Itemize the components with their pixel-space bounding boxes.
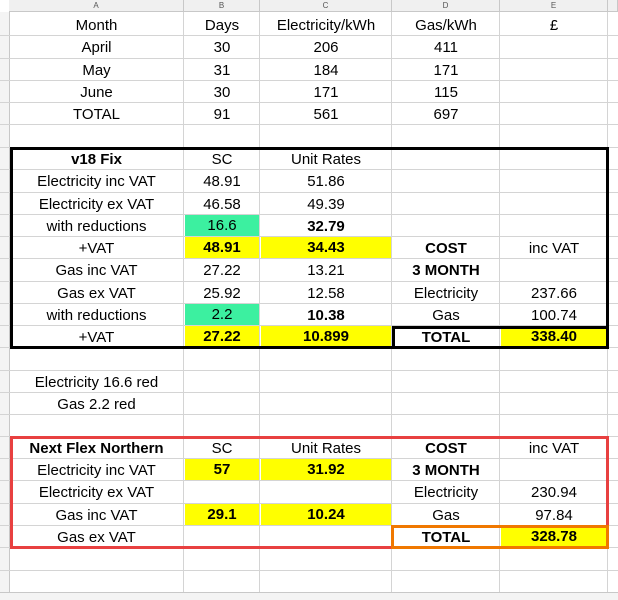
cell-v18-label[interactable]: Gas inc VAT — [55, 261, 138, 279]
cell-header-gas[interactable]: Gas/kWh — [415, 16, 477, 34]
cell-month[interactable]: April — [81, 38, 112, 56]
cell-days[interactable]: 31 — [213, 61, 231, 79]
column-header-c[interactable]: C — [260, 0, 392, 12]
cell-v18-sc[interactable]: 27.22 — [203, 261, 241, 279]
cell-nextflex-cost-header[interactable]: COST — [425, 439, 467, 457]
cell-v18-sc-header[interactable]: SC — [211, 150, 233, 168]
cell-v18-unit-rate[interactable]: 32.79 — [307, 217, 345, 235]
cell-nextflex-unit-rates-header[interactable]: Unit Rates — [290, 439, 362, 457]
grid-row-line — [0, 570, 618, 571]
cell-v18-gas-cost[interactable]: 100.74 — [531, 306, 577, 324]
cell-gas-kwh[interactable]: 411 — [434, 38, 458, 56]
column-header-d[interactable]: D — [392, 0, 500, 12]
cell-v18-period[interactable]: 3 MONTH — [412, 261, 480, 279]
cell-nextflex-sc-highlight[interactable]: 57 — [185, 459, 259, 480]
cell-v18-inc-vat-header[interactable]: inc VAT — [528, 239, 580, 257]
cell-v18-unit-rate[interactable]: 13.21 — [307, 261, 345, 279]
cell-header-days[interactable]: Days — [204, 16, 240, 34]
grid-row-line — [0, 592, 618, 593]
cell-v18-label[interactable]: with reductions — [46, 306, 147, 324]
cell-electricity-kwh[interactable]: 184 — [313, 61, 339, 79]
column-header-a[interactable]: A — [9, 0, 184, 12]
cell-nextflex-total-label[interactable]: TOTAL — [421, 528, 471, 546]
cell-v18-sc-highlight[interactable]: 2.2 — [185, 304, 259, 325]
cell-v18-electricity-label[interactable]: Electricity — [413, 284, 479, 302]
cell-v18-label[interactable]: Electricity inc VAT — [37, 172, 156, 190]
cell-v18-sc[interactable]: 25.92 — [203, 284, 241, 302]
cell-note-gas[interactable]: Gas 2.2 red — [57, 395, 136, 413]
cell-gas-kwh[interactable]: 115 — [434, 83, 458, 101]
cell-electricity-kwh[interactable]: 206 — [313, 38, 339, 56]
cell-v18-title[interactable]: v18 Fix — [71, 150, 122, 168]
cell-nextflex-electricity-label[interactable]: Electricity — [413, 483, 479, 501]
cell-nextflex-inc-vat-header[interactable]: inc VAT — [528, 439, 580, 457]
column-header-e[interactable]: E — [500, 0, 608, 12]
cell-v18-cost-header[interactable]: COST — [425, 239, 467, 257]
column-header-overflow — [608, 0, 618, 12]
cell-gas-kwh[interactable]: 171 — [433, 61, 459, 79]
cell-v18-sc[interactable]: 48.91 — [203, 172, 241, 190]
cell-v18-label[interactable]: Electricity ex VAT — [38, 195, 155, 213]
cell-v18-electricity-cost[interactable]: 237.66 — [531, 284, 577, 302]
cell-v18-unit-rate-highlight[interactable]: 34.43 — [261, 237, 391, 258]
cell-nextflex-label[interactable]: Gas inc VAT — [55, 506, 138, 524]
cell-v18-unit-rate[interactable]: 49.39 — [307, 195, 345, 213]
cell-nextflex-period[interactable]: 3 MONTH — [412, 461, 480, 479]
cell-nextflex-unit-rate-highlight[interactable]: 31.92 — [261, 459, 391, 480]
cell-nextflex-label[interactable]: Electricity ex VAT — [38, 483, 155, 501]
cell-nextflex-label[interactable]: Gas ex VAT — [57, 528, 136, 546]
cell-v18-unit-rate[interactable]: 12.58 — [307, 284, 345, 302]
cell-month[interactable]: June — [80, 83, 113, 101]
cell-v18-gas-label[interactable]: Gas — [432, 306, 460, 324]
cell-total-gas[interactable]: 697 — [433, 105, 459, 123]
cell-nextflex-unit-rate-highlight[interactable]: 10.24 — [261, 504, 391, 525]
cell-days[interactable]: 30 — [213, 83, 231, 101]
cell-v18-unit-rate-highlight[interactable]: 10.899 — [261, 326, 391, 347]
cell-nextflex-sc-header[interactable]: SC — [211, 439, 233, 457]
cell-header-month[interactable]: Month — [75, 16, 118, 34]
cell-v18-sc-highlight[interactable]: 48.91 — [185, 237, 259, 258]
cell-nextflex-electricity-cost[interactable]: 230.94 — [531, 483, 577, 501]
cell-v18-label[interactable]: with reductions — [46, 217, 147, 235]
cell-nextflex-gas-cost[interactable]: 97.84 — [535, 506, 573, 524]
cell-v18-label[interactable]: +VAT — [78, 239, 115, 257]
cell-v18-sc[interactable]: 46.58 — [203, 195, 241, 213]
cell-nextflex-sc-highlight[interactable]: 29.1 — [185, 504, 259, 525]
cell-total-electricity[interactable]: 561 — [313, 105, 339, 123]
cell-v18-unit-rates-header[interactable]: Unit Rates — [290, 150, 362, 168]
cell-note-electricity[interactable]: Electricity 16.6 red — [34, 373, 159, 391]
cell-total-label[interactable]: TOTAL — [73, 105, 120, 123]
cell-header-electricity[interactable]: Electricity/kWh — [276, 16, 376, 34]
column-header-b[interactable]: B — [184, 0, 260, 12]
cell-v18-label[interactable]: +VAT — [78, 328, 115, 346]
cell-header-pound[interactable]: £ — [549, 16, 559, 34]
cell-nextflex-gas-label[interactable]: Gas — [432, 506, 460, 524]
horizontal-scrollbar[interactable] — [0, 592, 618, 600]
cell-total-days[interactable]: 91 — [213, 105, 231, 123]
cell-v18-label[interactable]: Gas ex VAT — [57, 284, 136, 302]
cell-nextflex-label[interactable]: Electricity inc VAT — [37, 461, 156, 479]
cell-v18-total-label[interactable]: TOTAL — [421, 328, 471, 346]
cell-electricity-kwh[interactable]: 171 — [313, 83, 339, 101]
cell-v18-sc-highlight[interactable]: 16.6 — [185, 215, 259, 236]
cell-nextflex-total-cost[interactable]: 328.78 — [501, 526, 607, 547]
cell-nextflex-title[interactable]: Next Flex Northern — [29, 439, 164, 457]
cell-v18-sc-highlight[interactable]: 27.22 — [185, 326, 259, 347]
cell-days[interactable]: 30 — [213, 38, 231, 56]
cell-v18-total-cost[interactable]: 338.40 — [501, 326, 607, 347]
cell-v18-unit-rate[interactable]: 51.86 — [307, 172, 345, 190]
cell-month[interactable]: May — [82, 61, 111, 79]
cell-v18-unit-rate[interactable]: 10.38 — [307, 306, 345, 324]
